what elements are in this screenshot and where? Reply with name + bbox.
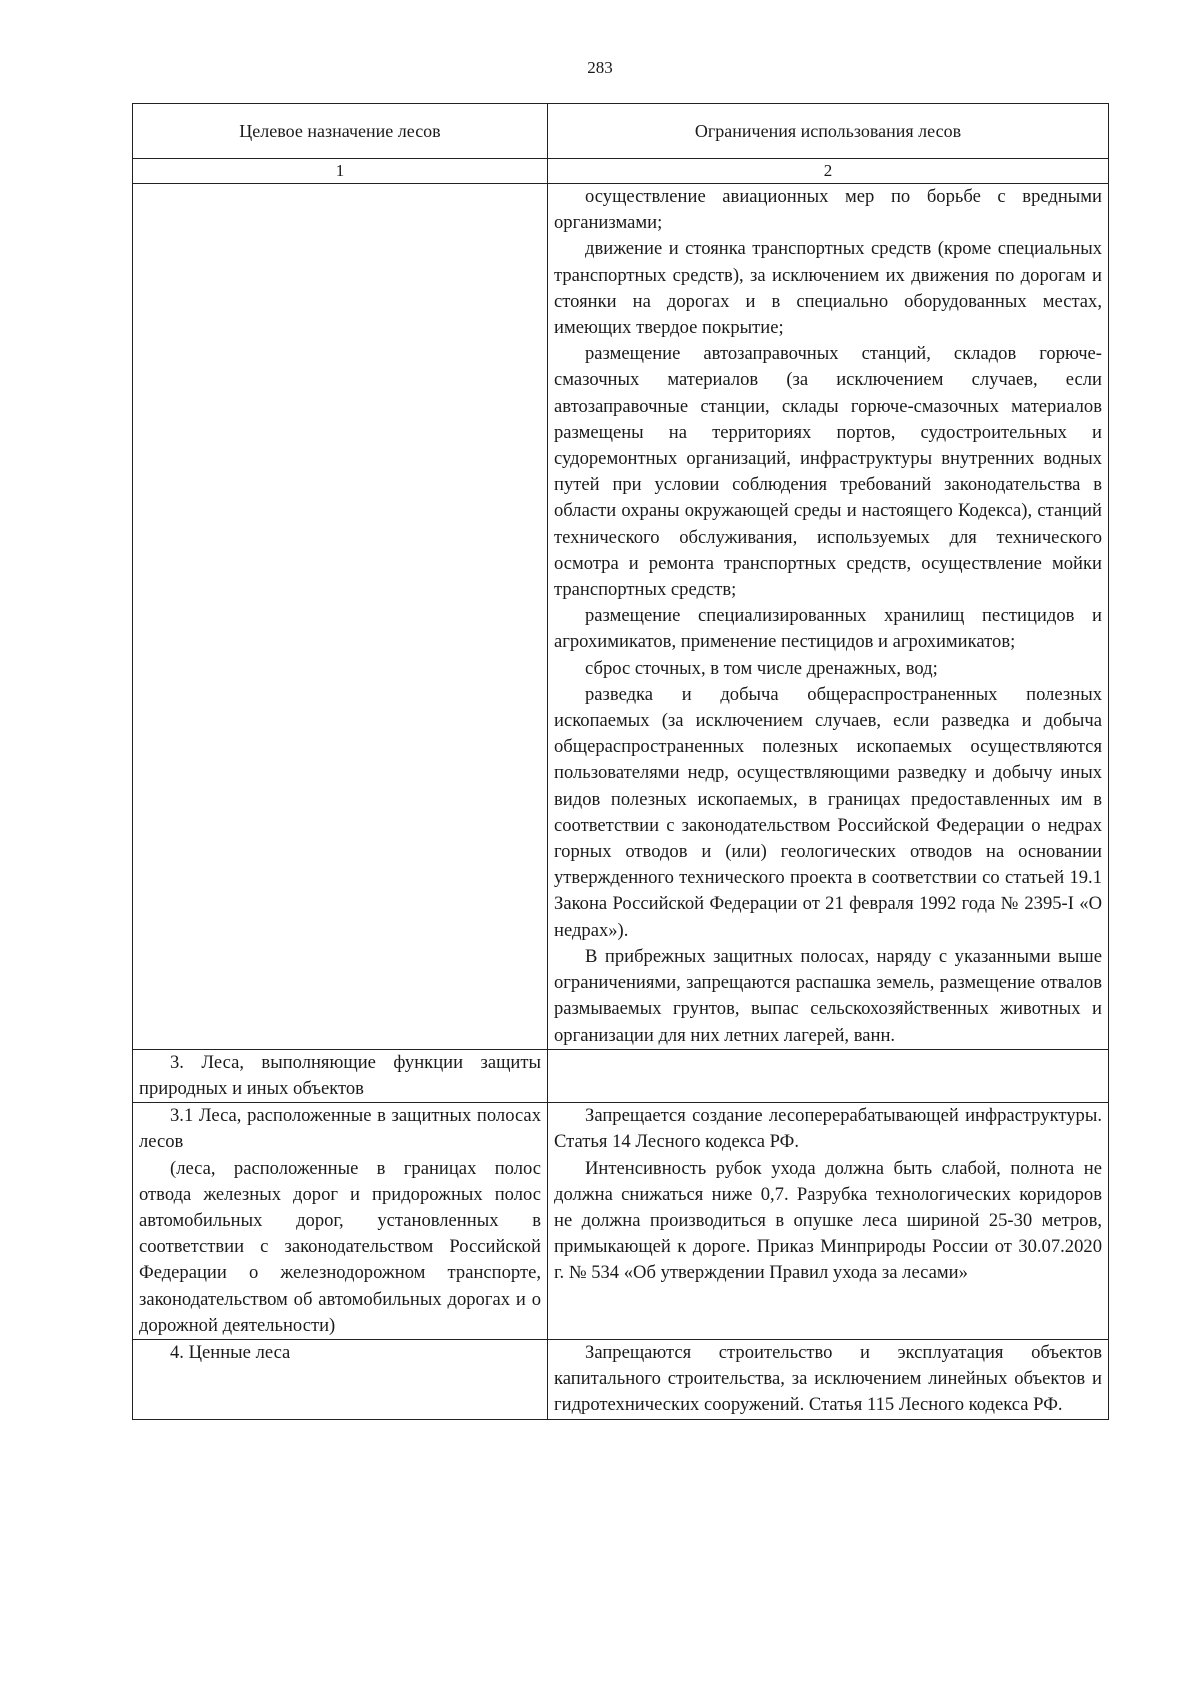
purpose-cell <box>133 1049 548 1102</box>
page-number: 283 <box>587 58 613 77</box>
table-header-row <box>133 104 1109 159</box>
restrictions-cell <box>548 1103 1109 1340</box>
purpose-paragraph: (леса, расположенные в границах полос отвода железных дорог и придорожных полос автомобильных дорог, установленных в соответствии с законодательством Российской Федерации о железнодорожном транспорте, законодательством об автомобильных дорогах и о дорожной деятельности) <box>139 1157 541 1336</box>
forest-restrictions-table <box>132 103 1109 1420</box>
restriction-paragraph: разведка и добыча общераспространенных полезных ископаемых (за исключением случаев, если разведка и добыча общераспространенных полезных ископаемых осуществляются пользователями недр, осуществляющими разведку и добычу иных видов полезных ископаемых, в границах предоставленных им в соответствии с законодательством Российской Федерации о недрах горных отводов и (или) геологических отводов на основании утвержденного технического проекта в соответствии со статьей 19.1 Закона Российской Федерации от 21 февраля 1992 года № 2395-I «О недрах»). <box>554 683 1102 941</box>
column-header-purpose: Целевое назначение лесов <box>133 104 548 159</box>
restriction-paragraph: сброс сточных, в том числе дренажных, вод; <box>585 657 938 679</box>
purpose-paragraph: 4. Ценные леса <box>170 1341 291 1363</box>
purpose-paragraph: 3.1 Леса, расположенные в защитных полосах лесов <box>139 1105 541 1153</box>
table-row <box>133 1339 1109 1419</box>
restrictions-cell <box>548 1339 1109 1419</box>
purpose-cell <box>133 1103 548 1340</box>
table-row <box>133 184 1109 1050</box>
purpose-cell <box>133 1339 548 1419</box>
restriction-paragraph: осуществление авиационных мер по борьбе с вредными организмами; <box>554 186 1102 234</box>
column-header-restrictions: Ограничения использования лесов <box>548 104 1109 159</box>
purpose-paragraph: 3. Леса, выполняющие функции защиты природных и иных объектов <box>139 1051 541 1099</box>
restriction-paragraph: Запрещаются строительство и эксплуатация объектов капитального строительства, за исключением линейных объектов и гидротехнических сооружений. Статья 115 Лесного кодекса РФ. <box>554 1341 1102 1416</box>
restrictions-cell <box>548 1049 1109 1102</box>
column-number-row <box>133 159 1109 184</box>
restriction-paragraph: Запрещается создание лесоперерабатывающей инфраструктуры. Статья 14 Лесного кодекса РФ. <box>554 1105 1102 1153</box>
purpose-cell <box>133 184 548 1050</box>
restriction-paragraph: В прибрежных защитных полосах, наряду с указанными выше ограничениями, запрещаются распашка земель, размещение отвалов размываемых грунтов, выпас сельскохозяйственных животных и организации для них летних лагерей, ванн. <box>554 945 1102 1046</box>
restriction-paragraph: движение и стоянка транспортных средств (кроме специальных транспортных средств), за исключением их движения по дорогам и стоянки на дорогах и в специально оборудованных местах, имеющих твердое покрытие; <box>554 238 1102 339</box>
table-row <box>133 1103 1109 1340</box>
restriction-paragraph: Интенсивность рубок ухода должна быть слабой, полнота не должна снижаться ниже 0,7. Разрубка технологических коридоров не должна производиться в опушке леса шириной 25-30 метров, примыкающей к дороге. Приказ Минприроды России от 30.07.2020 г. № 534 «Об утверждении Правил ухода за лесами» <box>554 1157 1102 1284</box>
column-number-1: 1 <box>133 159 548 184</box>
table-row <box>133 1049 1109 1102</box>
restriction-paragraph: размещение специализированных хранилищ пестицидов и агрохимикатов, применение пестицидов и агрохимикатов; <box>554 605 1102 653</box>
column-number-2: 2 <box>548 159 1109 184</box>
restrictions-cell <box>548 184 1109 1050</box>
restriction-paragraph: размещение автозаправочных станций, складов горюче-смазочных материалов (за исключением случаев, если автозаправочные станции, склады горюче-смазочных материалов размещены на территориях портов, судостроительных и судоремонтных организаций, инфраструктуры внутренних водных путей при условии соблюдения требований законодательства в области охраны окружающей среды и настоящего Кодекса), станций технического обслуживания, используемых для технического осмотра и ремонта транспортных средств, осуществление мойки транспортных средств; <box>554 343 1102 601</box>
